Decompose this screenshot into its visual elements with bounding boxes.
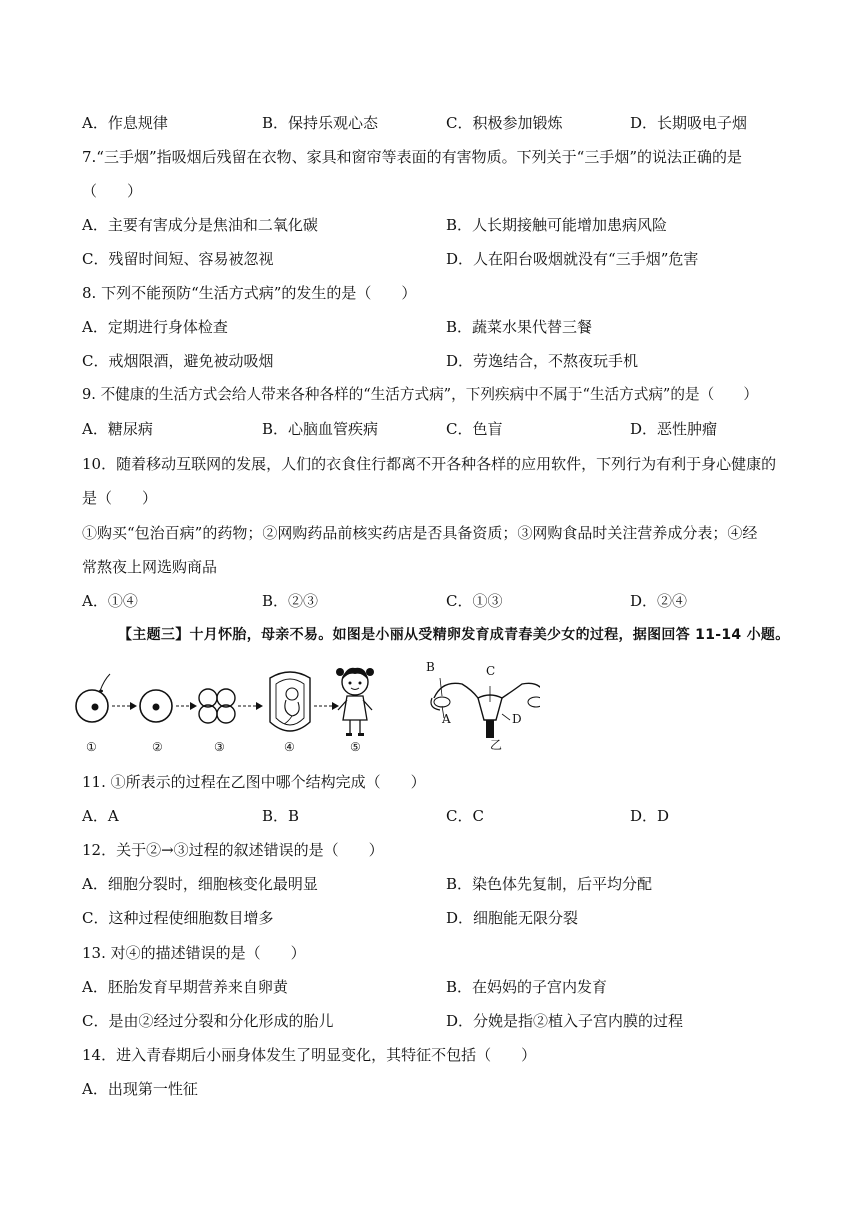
development-figure: [70, 658, 540, 758]
stage-label-1: ①: [86, 740, 97, 754]
option-d: D．恶性肿瘤: [630, 420, 718, 438]
option-b: B．保持乐观心态: [262, 114, 379, 132]
option-d: D．人在阳台吸烟就没有“三手烟”危害: [446, 250, 699, 268]
fetus-in-uterus-icon: [270, 672, 310, 731]
option-d: D．劳逸结合，不熬夜玩手机: [446, 352, 639, 370]
zygote-icon: [140, 690, 172, 722]
embryo-cells-icon: [199, 689, 235, 723]
question-stem: 13. 对④的描述错误的是（ ）: [82, 944, 306, 962]
option-a: A．糖尿病: [82, 420, 153, 438]
option-a: A．A: [82, 807, 119, 825]
option-b: B．在妈妈的子宫内发育: [446, 978, 608, 996]
stage-label-5: ⑤: [350, 740, 361, 754]
option-c: C．是由②经过分裂和分化形成的胎儿: [82, 1012, 334, 1030]
question-stem: 8. 下列不能预防“生活方式病”的发生的是（ ）: [82, 284, 417, 302]
girl-icon: [336, 668, 374, 736]
option-a: A．细胞分裂时，细胞核变化最明显: [82, 875, 318, 893]
question-stem: 7.“三手烟”指吸烟后残留在衣物、家具和窗帘等表面的有害物质。下列关于“三手烟”的说法正确的是: [82, 148, 742, 166]
option-b: B．蔬菜水果代替三餐: [446, 318, 593, 336]
option-a: A．定期进行身体检查: [82, 318, 228, 336]
question-stem-continued: （ ）: [82, 182, 143, 200]
female-reproductive-system-icon: [431, 678, 540, 738]
statement-list: ①购买“包治百病”的药物；②网购药品前核实药店是否具备资质；③网购食品时关注营养成分表；④经: [82, 524, 758, 542]
option-c: C．积极参加锻炼: [446, 114, 563, 132]
option-d: D．分娩是指②植入子宫内膜的过程: [446, 1012, 684, 1030]
question-stem-continued: 是（ ）: [82, 489, 158, 507]
question-stem: 10．随着移动互联网的发展，人们的衣食住行都离不开各种各样的应用软件，下列行为有利于身心健康的: [82, 455, 777, 473]
option-c: C．这种过程使细胞数目增多: [82, 909, 274, 927]
stage-label-3: ③: [214, 740, 225, 754]
option-b: B．心脑血管疾病: [262, 420, 379, 438]
option-a: A．①④: [82, 592, 138, 610]
option-a: A．出现第一性征: [82, 1080, 198, 1098]
label-d: D: [512, 712, 522, 726]
option-c: C．C: [446, 807, 484, 825]
question-stem: 12．关于②→③过程的叙述错误的是（ ）: [82, 841, 384, 859]
label-b: B: [426, 660, 435, 674]
option-b: B．②③: [262, 592, 319, 610]
option-d: D．②④: [630, 592, 688, 610]
question-stem: 14．进入青春期后小丽身体发生了明显变化，其特征不包括（ ）: [82, 1046, 537, 1064]
option-a: A．主要有害成分是焦油和二氧化碳: [82, 216, 318, 234]
question-stem: 9. 不健康的生活方式会给人带来各种各样的“生活方式病”，下列疾病中不属于“生活方式病”的是（ ）: [82, 386, 758, 403]
option-c: C．戒烟限酒，避免被动吸烟: [82, 352, 274, 370]
option-b: B．B: [262, 807, 300, 825]
option-b: B．人长期接触可能增加患病风险: [446, 216, 668, 234]
stage-label-2: ②: [152, 740, 163, 754]
label-a: A: [442, 712, 451, 726]
question-stem: 11. ①所表示的过程在乙图中哪个结构完成（ ）: [82, 773, 426, 791]
option-c: C．残留时间短、容易被忽视: [82, 250, 274, 268]
theme-heading: 【主题三】十月怀胎，母亲不易。如图是小丽从受精卵发育成青春美少女的过程，据图回答 11-14 小题。: [118, 627, 790, 643]
development-diagram: [70, 658, 540, 758]
label-c: C: [486, 664, 496, 678]
option-d: D．D: [630, 807, 670, 825]
option-d: D．细胞能无限分裂: [446, 909, 579, 927]
fertilized-egg-icon: [76, 674, 110, 722]
organ-caption: 乙: [490, 738, 503, 752]
option-a: A．作息规律: [82, 114, 168, 132]
option-c: C．色盲: [446, 420, 503, 438]
option-b: B．染色体先复制，后平均分配: [446, 875, 653, 893]
option-a: A．胚胎发育早期营养来自卵黄: [82, 978, 288, 996]
stage-label-4: ④: [284, 740, 295, 754]
option-d: D．长期吸电子烟: [630, 114, 748, 132]
option-c: C．①③: [446, 592, 503, 610]
statement-list-continued: 常熬夜上网选购商品: [82, 558, 218, 576]
